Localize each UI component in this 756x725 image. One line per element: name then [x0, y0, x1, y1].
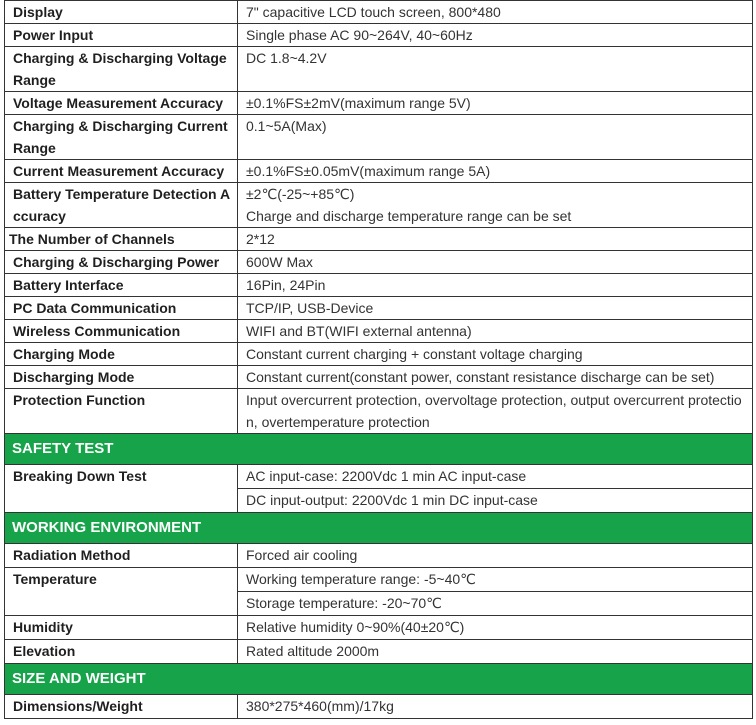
row-value: Working temperature range: -5~40℃ [238, 568, 753, 592]
table-row [5, 1, 753, 24]
row-value: 16Pin, 24Pin [238, 274, 753, 297]
row-label: Battery Interface [5, 274, 238, 297]
table-row [5, 616, 753, 640]
row-value: ±0.1%FS±0.05mV(maximum range 5A) [238, 160, 753, 183]
row-value: DC 1.8~4.2V [238, 47, 753, 92]
row-value: 600W Max [238, 251, 753, 274]
table-row [5, 389, 753, 434]
row-value: TCP/IP, USB-Device [238, 297, 753, 320]
row-label: Power Input [5, 24, 238, 47]
row-label: Protection Function [5, 389, 238, 434]
row-value: 2*12 [238, 228, 753, 251]
table-row [5, 695, 753, 719]
row-value: Single phase AC 90~264V, 40~60Hz [238, 24, 753, 47]
row-label: Charging & Discharging Current Range [5, 115, 238, 160]
row-label: Elevation [5, 640, 238, 664]
table-row [5, 366, 753, 389]
row-label: Temperature [5, 568, 238, 616]
section-header-safety [5, 434, 753, 465]
row-value: 380*275*460(mm)/17kg [238, 695, 753, 719]
row-label: Charging Mode [5, 343, 238, 366]
table-row [5, 183, 753, 228]
table-row [5, 228, 753, 251]
table-row [5, 92, 753, 115]
table-row [5, 24, 753, 47]
row-value: Forced air cooling [238, 544, 753, 568]
row-value: ±0.1%FS±2mV(maximum range 5V) [238, 92, 753, 115]
row-value: AC input-case: 2200Vdc 1 min AC input-case [238, 465, 753, 489]
row-value: 7" capacitive LCD touch screen, 800*480 [238, 1, 753, 24]
row-label: Voltage Measurement Accuracy [5, 92, 238, 115]
row-label: PC Data Communication [5, 297, 238, 320]
table-row [5, 465, 753, 489]
row-label: Current Measurement Accuracy [5, 160, 238, 183]
table-row [5, 115, 753, 160]
row-label: Battery Temperature Detection Accuracy [5, 183, 238, 228]
row-value: Storage temperature: -20~70℃ [238, 592, 753, 616]
row-label: Dimensions/Weight [5, 695, 238, 719]
row-value: 0.1~5A(Max) [238, 115, 753, 160]
table-row [5, 251, 753, 274]
row-label: Breaking Down Test [5, 465, 238, 513]
row-label: The Number of Channels [5, 228, 238, 251]
row-label: Humidity [5, 616, 238, 640]
row-value: Constant current charging + constant voltage charging [238, 343, 753, 366]
row-label: Discharging Mode [5, 366, 238, 389]
row-value [238, 183, 753, 228]
table-row [5, 544, 753, 568]
table-row [5, 640, 753, 664]
section-header-size [5, 664, 753, 695]
row-label: Radiation Method [5, 544, 238, 568]
section-title: WORKING ENVIRONMENT [5, 513, 753, 544]
section-title: SIZE AND WEIGHT [5, 664, 753, 695]
section-title: SAFETY TEST [5, 434, 753, 465]
row-value: Relative humidity 0~90%(40±20℃) [238, 616, 753, 640]
row-value: Input overcurrent protection, overvoltage protection, output overcurrent protection, overtemperature protection [238, 389, 753, 434]
table-row [5, 274, 753, 297]
row-label: Charging & Discharging Power [5, 251, 238, 274]
row-value: Rated altitude 2000m [238, 640, 753, 664]
table-row [5, 320, 753, 343]
section-header-environment [5, 513, 753, 544]
row-value: DC input-output: 2200Vdc 1 min DC input-case [238, 489, 753, 513]
value-line: Charge and discharge temperature range can be set [246, 208, 572, 224]
row-label: Charging & Discharging Voltage Range [5, 47, 238, 92]
spec-table [4, 0, 753, 719]
value-line: ±2℃(-25~+85℃) [246, 186, 355, 202]
table-row [5, 343, 753, 366]
table-row [5, 297, 753, 320]
table-row [5, 568, 753, 592]
row-value: WIFI and BT(WIFI external antenna) [238, 320, 753, 343]
row-label: Wireless Communication [5, 320, 238, 343]
row-label: Display [5, 1, 238, 24]
table-row [5, 47, 753, 92]
row-value: Constant current(constant power, constant resistance discharge can be set) [238, 366, 753, 389]
table-row [5, 160, 753, 183]
